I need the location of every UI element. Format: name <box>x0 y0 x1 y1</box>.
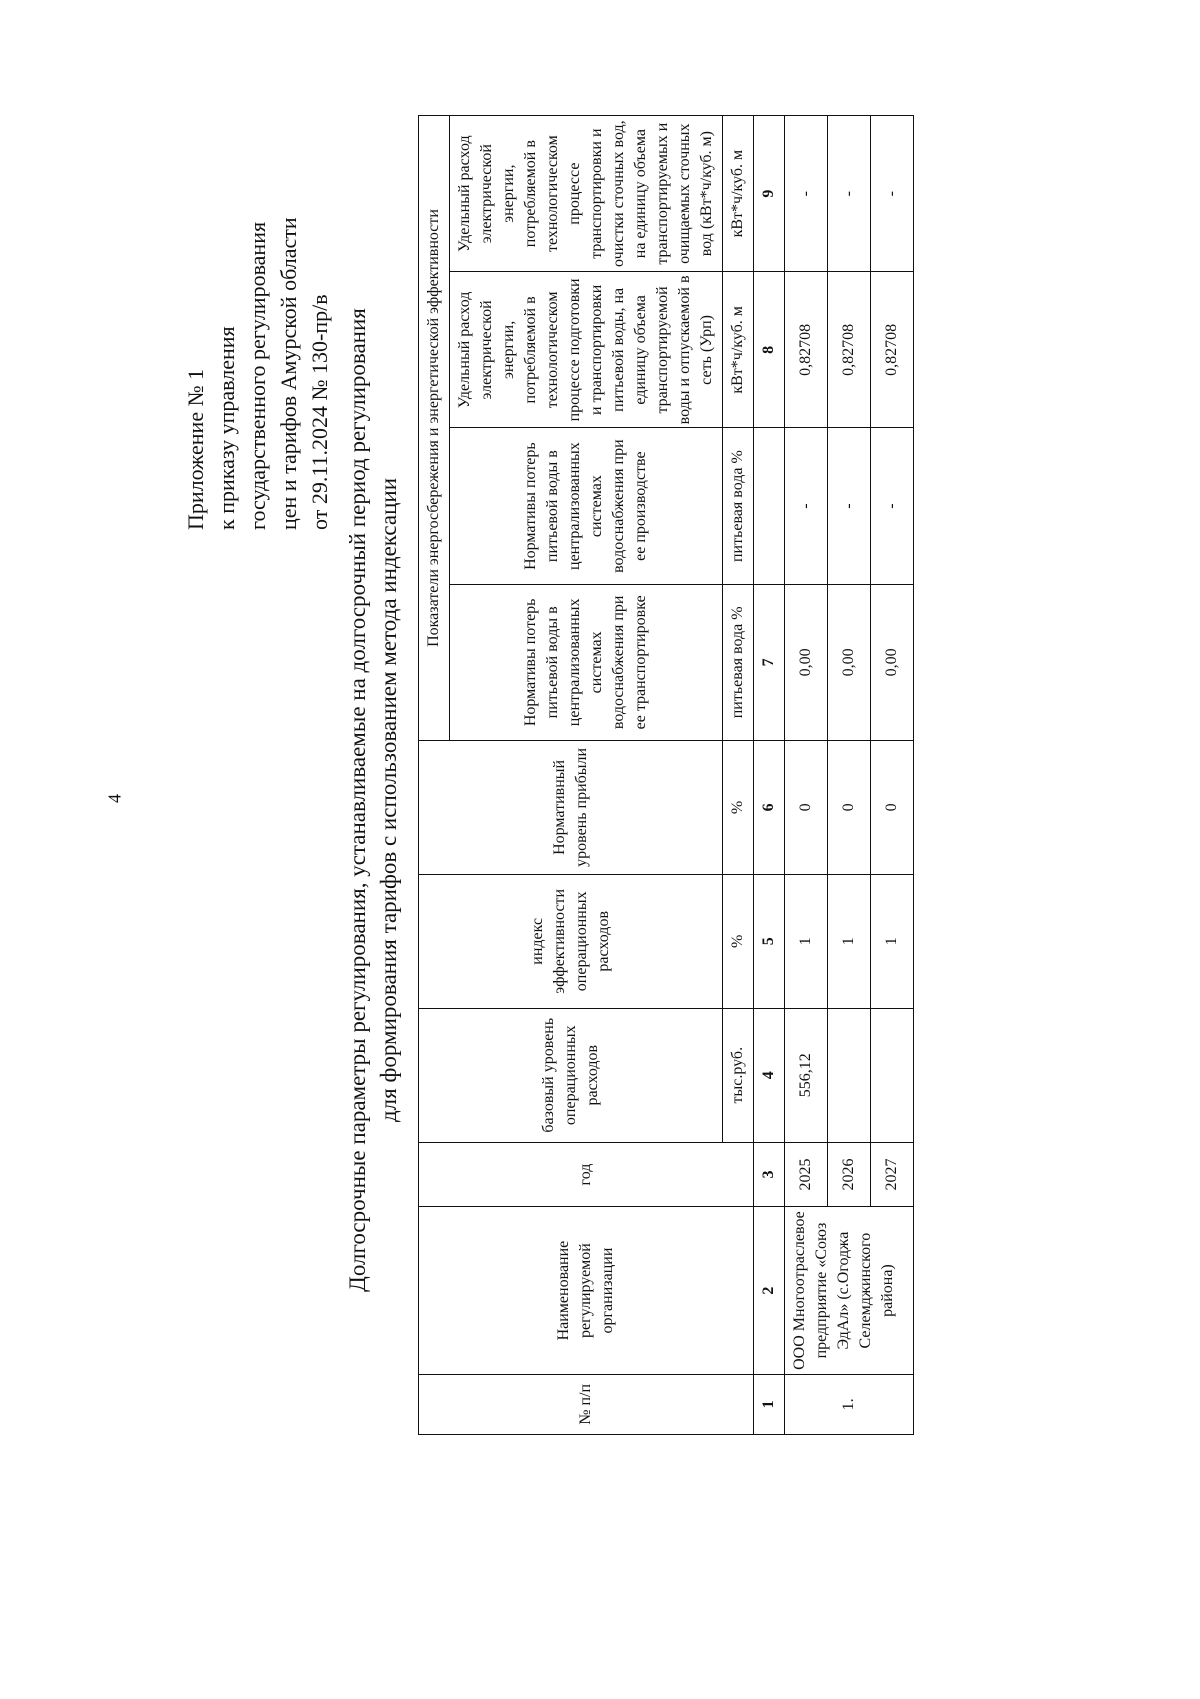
column-number: 8 <box>754 272 785 428</box>
table-row <box>785 116 828 1435</box>
unit-loss-production: питьевая вода % <box>723 428 754 584</box>
year-cell: 2027 <box>871 1142 914 1207</box>
appendix-line: государственного регулирования <box>245 221 270 530</box>
energy-water-cell: 0,82708 <box>828 272 871 428</box>
header-energy-group: Показатели энергосбережения и энергетической эффективности <box>419 116 450 741</box>
header-energy-sewage: Удельный расход электрической энергии, потребляемой в технологическом процессе транспортировки и очистки сточных вод, на единицу объема транспортируемых и очищаемых сточных вод (кВт*ч/куб. м) <box>450 116 723 272</box>
profit-level-cell: 0 <box>871 740 914 874</box>
header-loss-production: Нормативы потерь питьевой воды в централизованных системах водоснабжения при ее производстве <box>450 428 723 584</box>
profit-level-cell: 0 <box>828 740 871 874</box>
header-year: год <box>419 1142 754 1207</box>
parameters-table <box>418 115 914 1435</box>
parameters-table-wrapper <box>418 115 914 1435</box>
unit-profit-level: % <box>723 740 754 874</box>
header-efficiency-index: индекс эффективности операционных расходов <box>419 874 723 1008</box>
header-base-opex: базовый уровень операционных расходов <box>419 1008 723 1142</box>
title-line: Долгосрочные параметры регулирования, устанавливаемые на долгосрочный период регулирования <box>345 308 370 1292</box>
column-number <box>754 428 785 584</box>
unit-efficiency-index: % <box>723 874 754 1008</box>
page-number: 4 <box>104 794 125 803</box>
loss-transport-cell: 0,00 <box>828 584 871 740</box>
row-number: 1. <box>785 1374 914 1434</box>
loss-production-cell: - <box>828 428 871 584</box>
header-profit-level: Нормативный уровень прибыли <box>419 740 723 874</box>
column-number: 3 <box>754 1142 785 1207</box>
header-loss-transport: Нормативы потерь питьевой воды в централизованных системах водоснабжения при ее транспортировке <box>450 584 723 740</box>
unit-base-opex: тыс.руб. <box>723 1008 754 1142</box>
title-line: для формирования тарифов с использованием метода индексации <box>376 477 401 1123</box>
unit-loss-transport: питьевая вода % <box>723 584 754 740</box>
header-number: № п/п <box>419 1374 754 1434</box>
column-numbers-row <box>754 116 785 1435</box>
document-title <box>342 50 404 1550</box>
loss-production-cell: - <box>785 428 828 584</box>
appendix-line: к приказу управления <box>214 326 239 530</box>
energy-sewage-cell: - <box>828 116 871 272</box>
loss-transport-cell: 0,00 <box>785 584 828 740</box>
base-opex-cell <box>871 1008 914 1142</box>
organization-name: ООО Многоотраслевое предприятие «Союз ЭдАл» (с.Огоджа Селемджинского района) <box>785 1207 914 1374</box>
column-number: 2 <box>754 1207 785 1374</box>
energy-water-cell: 0,82708 <box>785 272 828 428</box>
year-cell: 2025 <box>785 1142 828 1207</box>
energy-sewage-cell: - <box>871 116 914 272</box>
appendix-line: от 29.11.2024 № 130-пр/в <box>307 294 332 530</box>
unit-energy-sewage: кВт*ч/куб. м <box>723 116 754 272</box>
appendix-line: цен и тарифов Амурской области <box>276 217 301 530</box>
column-number: 6 <box>754 740 785 874</box>
column-number: 4 <box>754 1008 785 1142</box>
rotated-page-content <box>180 50 1080 1550</box>
loss-transport-cell: 0,00 <box>871 584 914 740</box>
appendix-block <box>180 110 335 530</box>
efficiency-index-cell: 1 <box>785 874 828 1008</box>
energy-sewage-cell: - <box>785 116 828 272</box>
appendix-line: Приложение № 1 <box>183 368 208 530</box>
column-number: 1 <box>754 1374 785 1434</box>
column-number: 5 <box>754 874 785 1008</box>
column-number: 7 <box>754 584 785 740</box>
header-organization: Наименование регулируемой организации <box>419 1207 754 1374</box>
efficiency-index-cell: 1 <box>828 874 871 1008</box>
base-opex-cell: 556,12 <box>785 1008 828 1142</box>
energy-water-cell: 0,82708 <box>871 272 914 428</box>
loss-production-cell: - <box>871 428 914 584</box>
efficiency-index-cell: 1 <box>871 874 914 1008</box>
year-cell: 2026 <box>828 1142 871 1207</box>
profit-level-cell: 0 <box>785 740 828 874</box>
base-opex-cell <box>828 1008 871 1142</box>
header-energy-water: Удельный расход электрической энергии, потребляемой в технологическом процессе подготовки и транспортировки питьевой воды, на единицу объема транспортируемой воды и отпускаемой в сеть (Урп) <box>450 272 723 428</box>
unit-energy-water: кВт*ч/куб. м <box>723 272 754 428</box>
column-number: 9 <box>754 116 785 272</box>
